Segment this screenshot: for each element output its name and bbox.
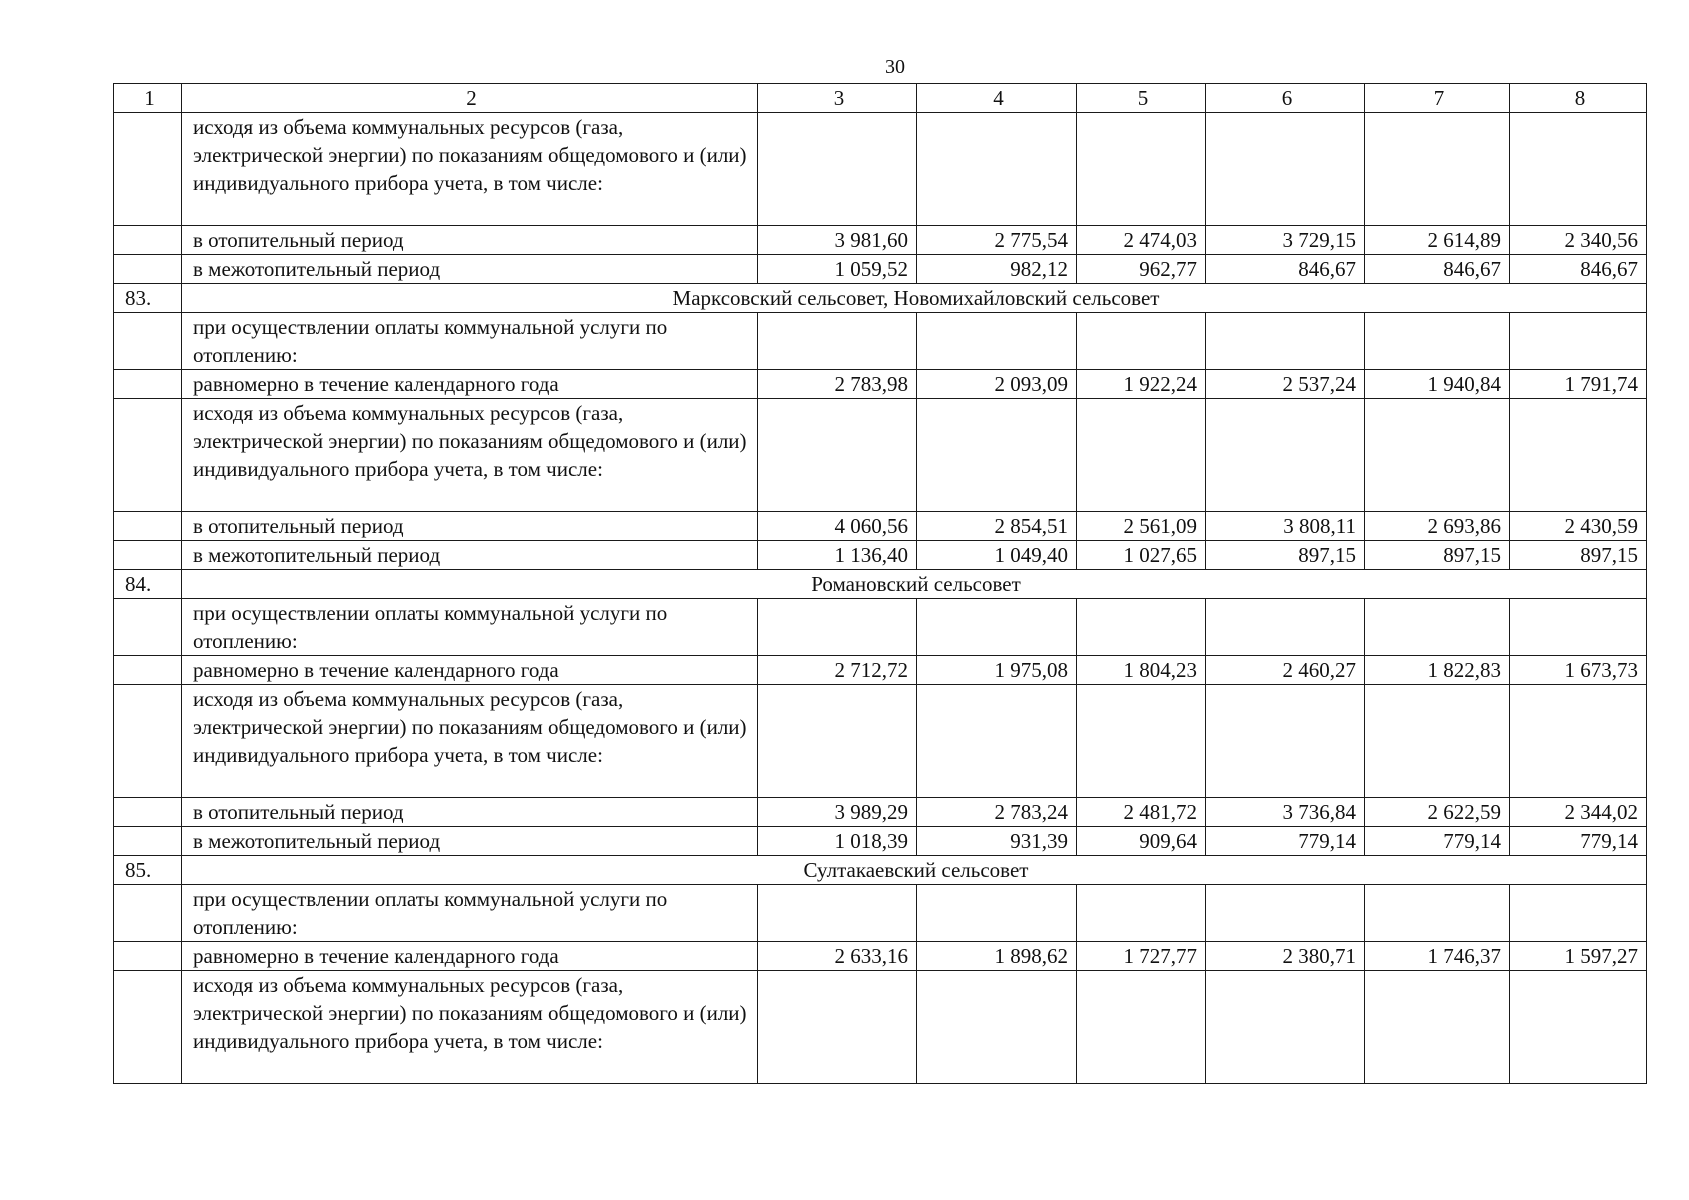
tariff-value: 1 597,27: [1510, 942, 1647, 971]
tariff-value: 3 808,11: [1206, 512, 1365, 541]
row-description: при осуществлении оплаты коммунальной услуги по отоплению:: [182, 599, 758, 656]
column-number-row: [114, 84, 1647, 113]
row-label: в межотопительный период: [182, 541, 758, 570]
row-number-cell: [114, 113, 182, 226]
row-number-cell: [114, 971, 182, 1084]
tariff-row: [114, 827, 1647, 856]
tariff-value: 2 783,98: [758, 370, 917, 399]
value-cell-empty: [758, 599, 917, 656]
value-cell-empty: [1365, 599, 1510, 656]
description-row: [114, 313, 1647, 370]
section-title: Марксовский сельсовет, Новомихайловский сельсовет: [182, 284, 1647, 313]
row-description: при осуществлении оплаты коммунальной услуги по отоплению:: [182, 885, 758, 942]
description-row: [114, 599, 1647, 656]
tariff-row: [114, 512, 1647, 541]
description-row: [114, 885, 1647, 942]
tariff-value: 1 898,62: [917, 942, 1077, 971]
tariff-value: 1 922,24: [1077, 370, 1206, 399]
row-number-cell: [114, 226, 182, 255]
tariff-value: 2 712,72: [758, 656, 917, 685]
row-label: равномерно в течение календарного года: [182, 942, 758, 971]
value-cell-empty: [917, 313, 1077, 370]
tariff-value: 897,15: [1206, 541, 1365, 570]
row-description: исходя из объема коммунальных ресурсов (газа, электрической энергии) по показаниям общедомового и (или) индивидуального прибора учета, в том числе:: [182, 399, 758, 512]
tariff-value: 1 791,74: [1510, 370, 1647, 399]
tariff-value: 2 344,02: [1510, 798, 1647, 827]
row-number-cell: [114, 313, 182, 370]
tariff-value: 962,77: [1077, 255, 1206, 284]
tariff-value: 1 804,23: [1077, 656, 1206, 685]
column-number-cell: 6: [1206, 84, 1365, 113]
tariff-value: 2 340,56: [1510, 226, 1647, 255]
tariff-value: 897,15: [1365, 541, 1510, 570]
section-title: Султакаевский сельсовет: [182, 856, 1647, 885]
tariff-value: 846,67: [1206, 255, 1365, 284]
value-cell-empty: [1206, 313, 1365, 370]
row-number-cell: [114, 370, 182, 399]
value-cell-empty: [917, 885, 1077, 942]
value-cell-empty: [1365, 685, 1510, 798]
value-cell-empty: [1206, 599, 1365, 656]
tariff-value: 2 614,89: [1365, 226, 1510, 255]
tariff-value: 2 622,59: [1365, 798, 1510, 827]
value-cell-empty: [1206, 685, 1365, 798]
value-cell-empty: [1510, 885, 1647, 942]
tariff-value: 1 673,73: [1510, 656, 1647, 685]
row-label: равномерно в течение календарного года: [182, 370, 758, 399]
value-cell-empty: [917, 971, 1077, 1084]
row-number-cell: [114, 885, 182, 942]
value-cell-empty: [1206, 885, 1365, 942]
row-number-cell: [114, 599, 182, 656]
tariff-value: 2 380,71: [1206, 942, 1365, 971]
tariff-row: [114, 226, 1647, 255]
tariff-value: 2 460,27: [1206, 656, 1365, 685]
value-cell-empty: [1206, 113, 1365, 226]
row-number-cell: [114, 942, 182, 971]
value-cell-empty: [1365, 399, 1510, 512]
row-number-cell: [114, 255, 182, 284]
value-cell-empty: [917, 113, 1077, 226]
description-row: [114, 685, 1647, 798]
row-number-cell: [114, 798, 182, 827]
row-label: в отопительный период: [182, 798, 758, 827]
value-cell-empty: [758, 885, 917, 942]
value-cell-empty: [917, 599, 1077, 656]
value-cell-empty: [1077, 685, 1206, 798]
column-number-cell: 2: [182, 84, 758, 113]
tariff-value: 1 727,77: [1077, 942, 1206, 971]
value-cell-empty: [1077, 971, 1206, 1084]
row-label: равномерно в течение календарного года: [182, 656, 758, 685]
tariff-value: 1 136,40: [758, 541, 917, 570]
row-description: исходя из объема коммунальных ресурсов (газа, электрической энергии) по показаниям общедомового и (или) индивидуального прибора учета, в том числе:: [182, 113, 758, 226]
row-label: в отопительный период: [182, 512, 758, 541]
tariff-value: 2 481,72: [1077, 798, 1206, 827]
table-body: [114, 84, 1647, 1084]
tariff-value: 3 736,84: [1206, 798, 1365, 827]
value-cell-empty: [1206, 971, 1365, 1084]
tariff-value: 779,14: [1510, 827, 1647, 856]
tariff-value: 779,14: [1365, 827, 1510, 856]
column-number-cell: 7: [1365, 84, 1510, 113]
tariff-value: 1 746,37: [1365, 942, 1510, 971]
value-cell-empty: [1077, 885, 1206, 942]
tariff-value: 2 633,16: [758, 942, 917, 971]
row-number-cell: [114, 399, 182, 512]
value-cell-empty: [1077, 399, 1206, 512]
value-cell-empty: [917, 399, 1077, 512]
tariff-table: [113, 83, 1647, 1084]
tariff-value: 1 975,08: [917, 656, 1077, 685]
tariff-value: 779,14: [1206, 827, 1365, 856]
tariff-row: [114, 541, 1647, 570]
value-cell-empty: [1365, 971, 1510, 1084]
tariff-value: 2 693,86: [1365, 512, 1510, 541]
tariff-value: 1 018,39: [758, 827, 917, 856]
value-cell-empty: [758, 313, 917, 370]
tariff-row: [114, 798, 1647, 827]
tariff-value: 1 049,40: [917, 541, 1077, 570]
value-cell-empty: [1365, 885, 1510, 942]
tariff-value: 2 854,51: [917, 512, 1077, 541]
row-description: при осуществлении оплаты коммунальной услуги по отоплению:: [182, 313, 758, 370]
column-number-cell: 1: [114, 84, 182, 113]
tariff-value: 1 027,65: [1077, 541, 1206, 570]
value-cell-empty: [758, 399, 917, 512]
tariff-value: 909,64: [1077, 827, 1206, 856]
tariff-row: [114, 942, 1647, 971]
column-number-cell: 8: [1510, 84, 1647, 113]
tariff-value: 846,67: [1510, 255, 1647, 284]
value-cell-empty: [917, 685, 1077, 798]
tariff-row: [114, 656, 1647, 685]
description-row: [114, 971, 1647, 1084]
row-number-cell: [114, 656, 182, 685]
value-cell-empty: [758, 971, 917, 1084]
row-number-cell: [114, 541, 182, 570]
section-number: 85.: [114, 856, 182, 885]
row-label: в межотопительный период: [182, 255, 758, 284]
tariff-row: [114, 255, 1647, 284]
tariff-value: 3 989,29: [758, 798, 917, 827]
value-cell-empty: [1365, 313, 1510, 370]
value-cell-empty: [1077, 313, 1206, 370]
value-cell-empty: [1077, 113, 1206, 226]
row-description: исходя из объема коммунальных ресурсов (газа, электрической энергии) по показаниям общедомового и (или) индивидуального прибора учета, в том числе:: [182, 685, 758, 798]
tariff-value: 2 561,09: [1077, 512, 1206, 541]
row-number-cell: [114, 827, 182, 856]
tariff-value: 2 093,09: [917, 370, 1077, 399]
value-cell-empty: [1510, 113, 1647, 226]
value-cell-empty: [1510, 399, 1647, 512]
value-cell-empty: [1510, 313, 1647, 370]
row-description: исходя из объема коммунальных ресурсов (газа, электрической энергии) по показаниям общедомового и (или) индивидуального прибора учета, в том числе:: [182, 971, 758, 1084]
row-number-cell: [114, 685, 182, 798]
column-number-cell: 3: [758, 84, 917, 113]
tariff-value: 2 474,03: [1077, 226, 1206, 255]
section-header-row: [114, 570, 1647, 599]
value-cell-empty: [1510, 971, 1647, 1084]
value-cell-empty: [1510, 685, 1647, 798]
tariff-value: 2 783,24: [917, 798, 1077, 827]
value-cell-empty: [1206, 399, 1365, 512]
tariff-value: 1 940,84: [1365, 370, 1510, 399]
tariff-value: 3 729,15: [1206, 226, 1365, 255]
description-row: [114, 399, 1647, 512]
tariff-value: 982,12: [917, 255, 1077, 284]
value-cell-empty: [1365, 113, 1510, 226]
page-number: 30: [885, 56, 905, 78]
tariff-row: [114, 370, 1647, 399]
value-cell-empty: [758, 685, 917, 798]
value-cell-empty: [1077, 599, 1206, 656]
column-number-cell: 4: [917, 84, 1077, 113]
tariff-value: 4 060,56: [758, 512, 917, 541]
section-title: Романовский сельсовет: [182, 570, 1647, 599]
tariff-value: 931,39: [917, 827, 1077, 856]
value-cell-empty: [1510, 599, 1647, 656]
column-number-cell: 5: [1077, 84, 1206, 113]
section-number: 84.: [114, 570, 182, 599]
row-label: в отопительный период: [182, 226, 758, 255]
row-number-cell: [114, 512, 182, 541]
tariff-value: 2 430,59: [1510, 512, 1647, 541]
tariff-value: 897,15: [1510, 541, 1647, 570]
value-cell-empty: [758, 113, 917, 226]
tariff-value: 1 822,83: [1365, 656, 1510, 685]
tariff-value: 846,67: [1365, 255, 1510, 284]
section-header-row: [114, 856, 1647, 885]
tariff-value: 1 059,52: [758, 255, 917, 284]
tariff-value: 2 775,54: [917, 226, 1077, 255]
section-header-row: [114, 284, 1647, 313]
description-row: [114, 113, 1647, 226]
tariff-value: 2 537,24: [1206, 370, 1365, 399]
row-label: в межотопительный период: [182, 827, 758, 856]
section-number: 83.: [114, 284, 182, 313]
tariff-value: 3 981,60: [758, 226, 917, 255]
